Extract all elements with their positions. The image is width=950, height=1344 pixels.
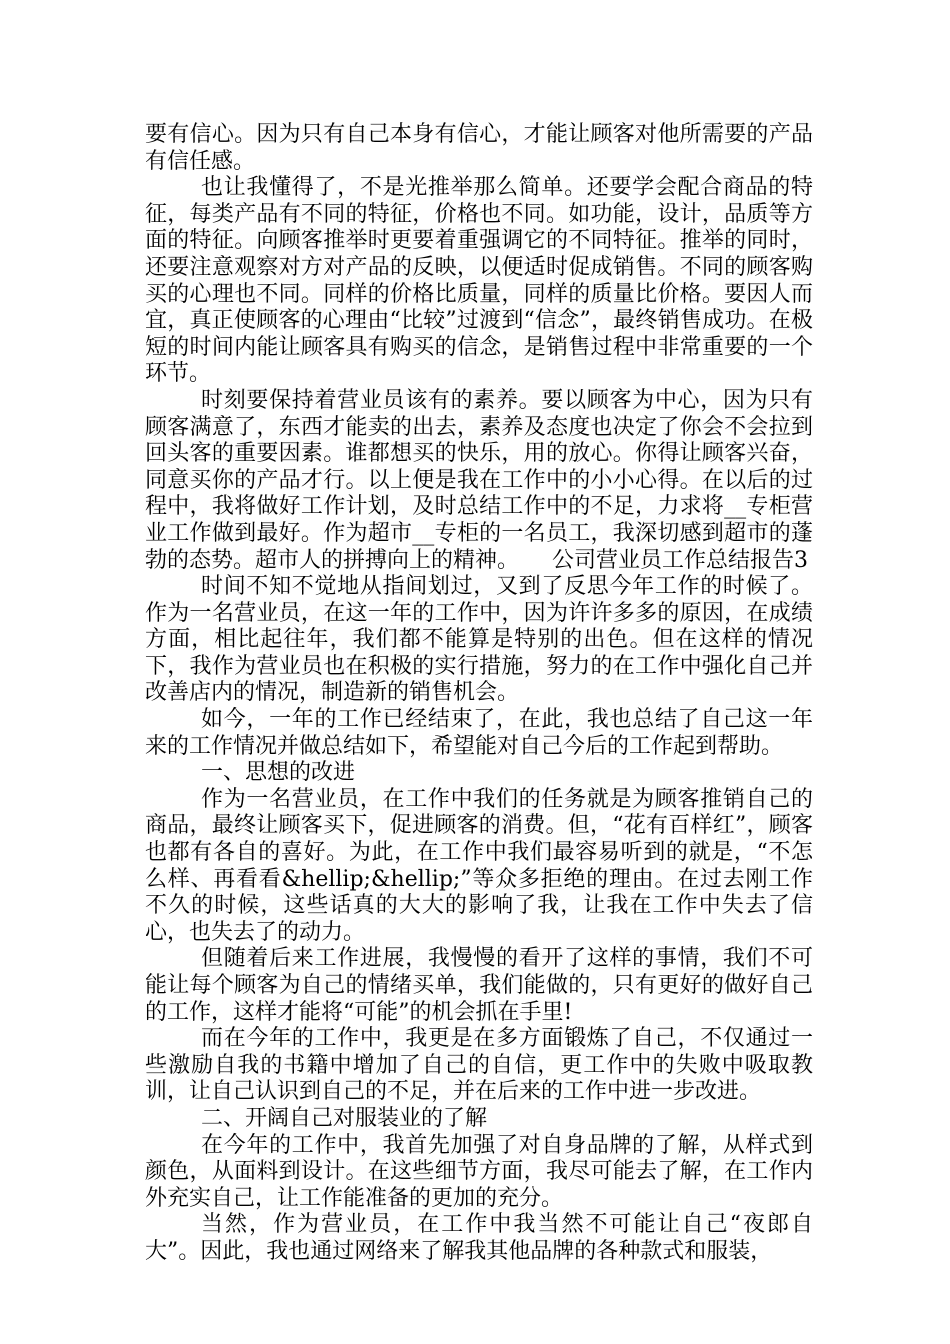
document-body — [145, 122, 813, 1266]
paragraph: 在今年的工作中，我首先加强了对自身品牌的了解，从样式到颜色，从面料到设计。在这些细节方面，我尽可能去了解，在工作内外充实自己，让工作能准备的更加的充分。 — [145, 1132, 813, 1211]
paragraph: 如今，一年的工作已经结束了，在此，我也总结了自己这一年来的工作情况并做总结如下，希望能对自己今后的工作起到帮助。 — [145, 707, 813, 759]
paragraph: 作为一名营业员，在工作中我们的任务就是为顾客推销自己的商品，最终让顾客买下，促进顾客的消费。但，“花有百样红”，顾客也都有各自的喜好。为此，在工作中我们最容易听到的就是，“不怎么样、再看看&hellip;&hellip;”等众多拒绝的理由。在过去刚工作不久的时候，这些话真的大大的影响了我，让我在工作中失去了信心，也失去了的动力。 — [145, 786, 813, 945]
paragraph: 要有信心。因为只有自己本身有信心，才能让顾客对他所需要的产品有信任感。 — [145, 122, 813, 174]
paragraph: 但随着后来工作进展，我慢慢的看开了这样的事情，我们不可能让每个顾客为自己的情绪买单，我们能做的，只有更好的做好自己的工作，这样才能将“可能”的机会抓在手里! — [145, 946, 813, 1025]
paragraph: 时刻要保持着营业员该有的素养。要以顾客为中心，因为只有顾客满意了，东西才能卖的出去，素养及态度也决定了你会不会拉到回头客的重要因素。谁都想买的快乐，用的放心。你得让顾客兴奋，同意买你的产品才行。以上便是我在工作中的小小心得。在以后的过程中，我将做好工作计划，及时总结工作中的不足，力求将__专柜营业工作做到最好。作为超市__专柜的一名员工，我深切感到超市的蓬勃的态势。超市人的拼搏向上的精神。 公司营业员工作总结报告3 — [145, 387, 813, 573]
section-heading: 二、开阔自己对服装业的了解 — [201, 1105, 488, 1131]
paragraph: 当然，作为营业员，在工作中我当然不可能让自己“夜郎自大”。因此，我也通过网络来了解我其他品牌的各种款式和服装， — [145, 1212, 813, 1264]
paragraph: 而在今年的工作中，我更是在多方面锻炼了自己，不仅通过一些激励自我的书籍中增加了自己的自信，更工作中的失败中吸取教训，让自己认识到自己的不足，并在后来的工作中进一步改进。 — [145, 1026, 813, 1105]
paragraph: 时间不知不觉地从指间划过，又到了反思今年工作的时候了。作为一名营业员，在这一年的工作中，因为许许多多的原因，在成绩方面，相比起往年，我们都不能算是特别的出色。但在这样的情况下，我作为营业员也在积极的实行措施，努力的在工作中强化自己并改善店内的情况，制造新的销售机会。 — [145, 574, 813, 706]
section-heading: 一、思想的改进 — [201, 760, 356, 786]
paragraph: 也让我懂得了，不是光推举那么简单。还要学会配合商品的特征，每类产品有不同的特征，价格也不同。如功能，设计，品质等方面的特征。向顾客推举时更要着重强调它的不同特征。推举的同时，还要注意观察对方对产品的反映，以便适时促成销售。不同的顾客购买的心理也不同。同样的价格比质量，同样的质量比价格。要因人而宜，真正使顾客的心理由“比较”过渡到“信念”，最终销售成功。在极短的时间内能让顾客具有购买的信念，是销售过程中非常重要的一个环节。 — [145, 175, 813, 387]
